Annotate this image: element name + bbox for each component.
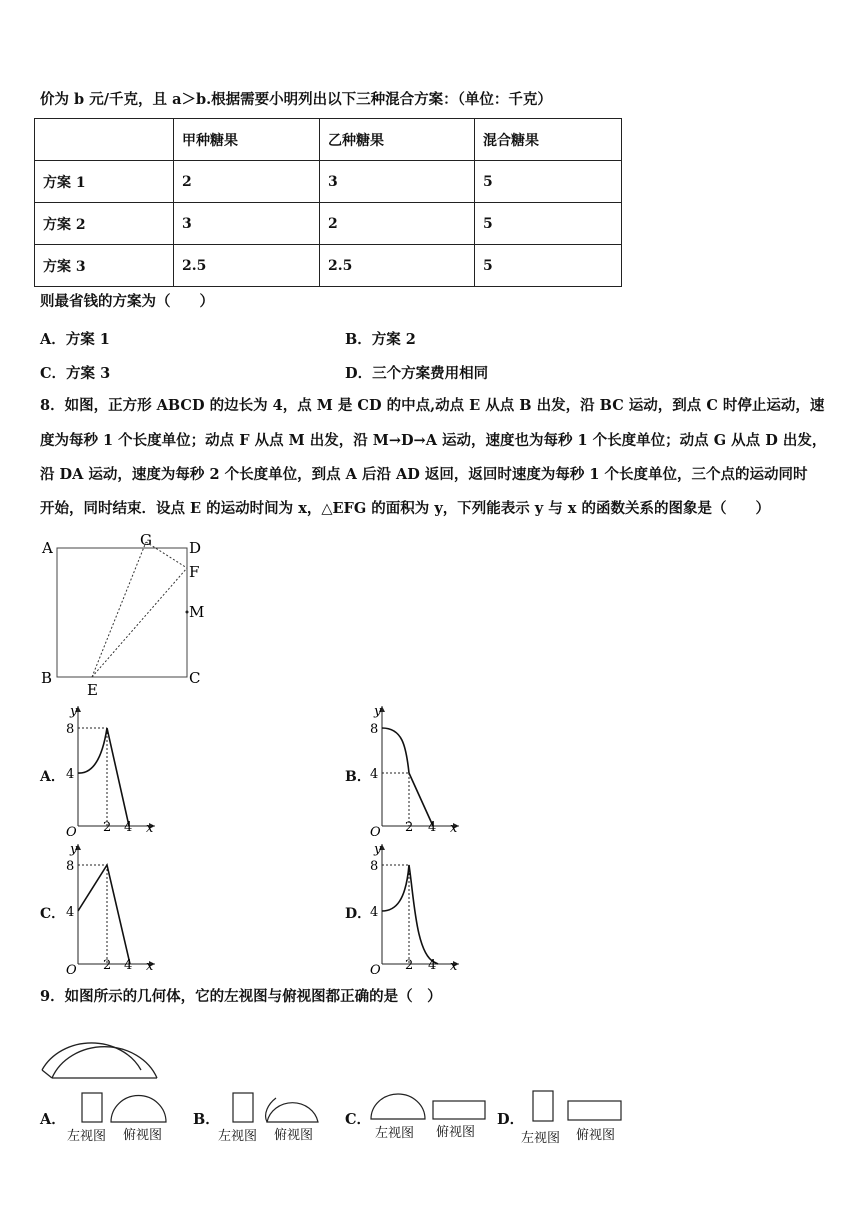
- origin-label: O: [370, 825, 381, 840]
- q9-a-views: [80, 1092, 170, 1124]
- table-header-cell: 乙种糖果: [320, 119, 475, 161]
- q9-option-d[interactable]: D．: [497, 1111, 525, 1128]
- tick-label-8: 8: [370, 722, 379, 737]
- tick-label-x2: 2: [405, 958, 414, 973]
- label-f: F: [189, 563, 200, 581]
- label-m: M: [189, 603, 205, 621]
- label-g: G: [140, 532, 152, 549]
- q9-c-views: [368, 1092, 488, 1122]
- tick-label-8: 8: [66, 859, 75, 874]
- table-cell: 2: [174, 161, 320, 203]
- q9-question: 9．如图所示的几何体，它的左视图与俯视图都正确的是（ ）: [40, 988, 442, 1005]
- table-cell: 5: [475, 245, 622, 287]
- tick-label-x4: 4: [428, 958, 437, 973]
- origin-label: O: [66, 963, 77, 978]
- q9-d-views: [530, 1090, 626, 1124]
- back-arc: [42, 1043, 141, 1070]
- tick-label-4: 4: [370, 905, 379, 920]
- b-top-view-caption: 俯视图: [274, 1128, 314, 1143]
- function-curve: [382, 728, 433, 826]
- b-top-view-semicircle: [267, 1103, 318, 1122]
- graph-option-d: [366, 838, 466, 978]
- segment-gf: [146, 542, 187, 568]
- tick-label-x2: 2: [103, 820, 112, 835]
- axis-label-y: y: [374, 704, 382, 719]
- tick-label-8: 8: [66, 722, 75, 737]
- table-header-cell: 甲种糖果: [174, 119, 320, 161]
- table-cell: 5: [475, 161, 622, 203]
- table-cell: 2.5: [174, 245, 320, 287]
- q7-option-d[interactable]: D．三个方案费用相同: [345, 365, 489, 382]
- q8-option-a[interactable]: A．: [40, 769, 65, 785]
- d-top-view-caption: 俯视图: [576, 1128, 616, 1143]
- table-cell: 5: [475, 203, 622, 245]
- table-header-row: [35, 119, 622, 161]
- graph-option-c: [62, 838, 162, 978]
- q8-text-line: 沿 DA 运动，速度为每秒 2 个长度单位，到点 A 后沿 AD 返回，返回时速度为每秒 1 个长度单位，三个点的运动同时: [40, 466, 808, 483]
- solid-figure: [36, 1010, 166, 1085]
- graph-option-a: [62, 700, 162, 840]
- q8-text-line: 开始，同时结束．设点 E 的运动时间为 x，△EFG 的面积为 y，下列能表示 y 与 x 的函数关系的图象是（ ）: [40, 500, 771, 517]
- label-e: E: [87, 681, 98, 699]
- table-cell: 方案 1: [35, 161, 174, 203]
- q9-b-views: [230, 1092, 322, 1124]
- side-edge: [42, 1070, 52, 1078]
- c-left-view-semicircle: [371, 1094, 425, 1119]
- axis-label-y: y: [70, 704, 78, 719]
- tick-label-x4: 4: [124, 820, 133, 835]
- table-cell: 2.5: [320, 245, 475, 287]
- function-curve: [78, 728, 129, 826]
- q9-option-b[interactable]: B．: [193, 1111, 220, 1128]
- a-left-view-rect: [82, 1093, 102, 1122]
- tick-label-8: 8: [370, 859, 379, 874]
- table-row: [35, 245, 622, 287]
- origin-label: O: [66, 825, 77, 840]
- front-arc: [52, 1047, 157, 1078]
- tick-label-x4: 4: [428, 820, 437, 835]
- q9-option-a[interactable]: A．: [40, 1111, 66, 1128]
- q7-option-c[interactable]: C．方案 3: [40, 365, 111, 382]
- function-curve: [78, 865, 130, 964]
- table-cell: 3: [320, 161, 475, 203]
- d-top-view-rect: [568, 1101, 621, 1120]
- segment-eg: [92, 542, 146, 677]
- d-left-view-rect: [533, 1091, 553, 1121]
- function-curve: [382, 865, 438, 964]
- table-row: [35, 203, 622, 245]
- axis-label-x: x: [146, 821, 154, 836]
- mixing-plan-table: [34, 118, 622, 287]
- square-outline: [57, 548, 187, 677]
- q7-intro-line: 价为 b 元/千克，且 a＞b.根据需要小明列出以下三种混合方案：（单位：千克）: [40, 91, 552, 108]
- a-top-view-caption: 俯视图: [123, 1128, 163, 1143]
- a-left-view-caption: 左视图: [67, 1129, 107, 1144]
- q8-option-d[interactable]: D．: [345, 906, 372, 922]
- axis-label-y: y: [70, 842, 78, 857]
- label-d: D: [189, 539, 202, 557]
- q8-option-b[interactable]: B．: [345, 769, 371, 785]
- table-row: [35, 161, 622, 203]
- label-a: A: [42, 539, 53, 557]
- q8-option-c[interactable]: C．: [40, 906, 66, 922]
- tick-label-4: 4: [66, 905, 75, 920]
- c-top-view-rect: [433, 1101, 485, 1119]
- d-left-view-caption: 左视图: [521, 1131, 561, 1146]
- b-left-view-caption: 左视图: [218, 1129, 258, 1144]
- tick-label-x4: 4: [124, 958, 133, 973]
- b-left-view-rect: [233, 1093, 253, 1122]
- axis-label-x: x: [146, 959, 154, 974]
- q7-option-b[interactable]: B．方案 2: [345, 331, 416, 348]
- table-cell: 2: [320, 203, 475, 245]
- label-c: C: [189, 669, 201, 687]
- c-left-view-caption: 左视图: [375, 1126, 415, 1141]
- q8-text-line: 8．如图，正方形 ABCD 的边长为 4，点 M 是 CD 的中点,动点 E 从点 B 出发，沿 BC 运动，到点 C 时停止运动，速: [40, 397, 825, 414]
- table-cell: 方案 3: [35, 245, 174, 287]
- origin-label: O: [370, 963, 381, 978]
- tick-label-4: 4: [370, 767, 379, 782]
- tick-label-x2: 2: [405, 820, 414, 835]
- axis-label-y: y: [374, 842, 382, 857]
- axis-label-x: x: [450, 821, 458, 836]
- q7-question: 则最省钱的方案为（ ）: [40, 293, 214, 310]
- q9-option-c[interactable]: C．: [345, 1111, 372, 1128]
- table-cell: 方案 2: [35, 203, 174, 245]
- square-abcd-figure: [36, 532, 216, 700]
- graph-option-b: [366, 700, 466, 840]
- a-top-view-semicircle: [111, 1096, 166, 1122]
- q8-text-line: 度为每秒 1 个长度单位；动点 F 从点 M 出发，沿 M→D→A 运动，速度也为每秒 1 个长度单位；动点 G 从点 D 出发，: [40, 432, 827, 449]
- table-header-cell: 混合糖果: [475, 119, 622, 161]
- label-b: B: [41, 669, 53, 687]
- table-cell: 3: [174, 203, 320, 245]
- table-header-cell: [35, 119, 174, 161]
- tick-label-4: 4: [66, 767, 75, 782]
- q7-option-a[interactable]: A．方案 1: [40, 331, 110, 348]
- c-top-view-caption: 俯视图: [436, 1125, 476, 1140]
- axis-label-x: x: [450, 959, 458, 974]
- segment-ef: [92, 568, 187, 677]
- tick-label-x2: 2: [103, 958, 112, 973]
